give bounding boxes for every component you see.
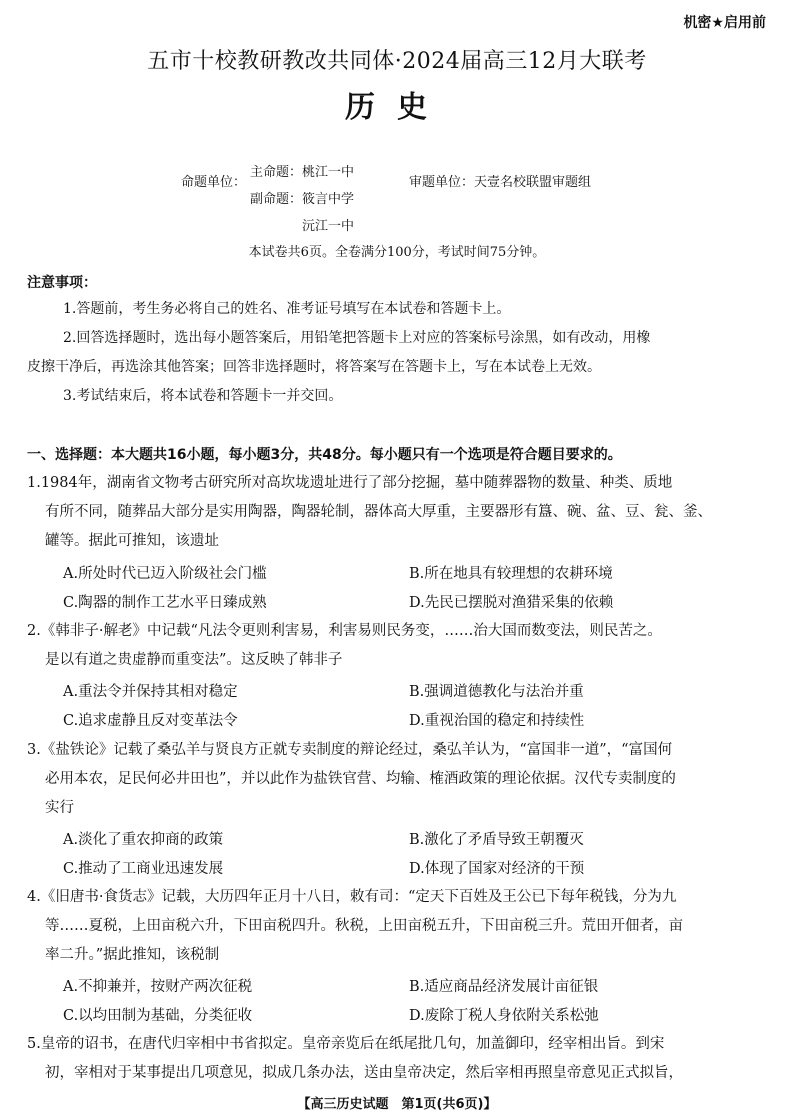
q4-option-b[interactable]: B.适应商品经济发展计亩征银 <box>409 979 599 995</box>
q2-line-1: 2.《韩非子·解老》中记载“凡法令更则利害易，利害易则民务变，……治大国而数变法，则民苦之。 <box>27 623 662 639</box>
q3-option-b[interactable]: B.激化了矛盾导致王朝覆灭 <box>409 832 584 848</box>
q2-option-c[interactable]: C.追求虚静且反对变革法令 <box>63 713 238 729</box>
q2-option-b[interactable]: B.强调道德教化与法治并重 <box>409 684 584 700</box>
main-proposer: 主命题：桃江一中 <box>250 165 355 180</box>
q4-option-c[interactable]: C.以均田制为基础，分类征收 <box>63 1008 253 1024</box>
confidential-label: 机密★启用前 <box>683 15 766 31</box>
q1-line-2: 有所不同，随葬品大部分是实用陶器，陶器轮制，器体高大厚重，主要器形有簋、碗、盆、豆、瓮、釜、 <box>45 504 712 520</box>
proposition-unit-label: 命题单位： <box>181 175 247 190</box>
notice-item-3: 3.考试结束后，将本试卷和答题卡一并交回。 <box>63 388 343 404</box>
exam-title: 五市十校教研教改共同体·2024届高三12月大联考 <box>147 49 647 74</box>
q1-option-b[interactable]: B.所在地具有较理想的农耕环境 <box>409 566 613 582</box>
q2-line-2: 是以有道之贵虚静而重变法”。这反映了韩非子 <box>45 652 343 668</box>
page-footer: 【高三历史试题 第1页(共6页)】 <box>297 1097 497 1112</box>
q4-line-2: 等……夏税，上田亩税六升，下田亩税四升。秋税，上田亩税五升，下田亩税三升。荒田开佃者，亩 <box>45 918 683 934</box>
q2-option-d[interactable]: D.重视治国的稳定和持续性 <box>409 713 585 729</box>
subject-title: 历史 <box>345 90 449 125</box>
q3-option-a[interactable]: A.淡化了重农抑商的政策 <box>63 832 224 848</box>
q4-line-3: 率二升。”据此推知，该税制 <box>45 947 220 963</box>
notice-item-1: 1.答题前，考生务必将自己的姓名、准考证号填写在本试卷和答题卡上。 <box>63 301 511 317</box>
q1-option-a[interactable]: A.所处时代已迈入阶级社会门槛 <box>63 566 267 582</box>
exam-info: 本试卷共6页。全卷满分100分，考试时间75分钟。 <box>248 245 546 260</box>
q3-line-2: 必用本农，足民何必井田也”，并以此作为盐铁官营、均输、榷酒政策的理论依据。汉代专卖制度的 <box>45 771 676 787</box>
q3-option-c[interactable]: C.推动了工商业迅速发展 <box>63 861 224 877</box>
review-unit: 审题单位：天壹名校联盟审题组 <box>409 175 592 190</box>
q4-option-a[interactable]: A.不抑兼并，按财产两次征税 <box>63 979 253 995</box>
notice-item-2: 2.回答选择题时，选出每小题答案后，用铅笔把答题卡上对应的答案标号涂黑，如有改动，用橡 <box>63 330 651 346</box>
section-heading: 一、选择题：本大题共16小题，每小题3分，共48分。每小题只有一个选项是符合题目要求的。 <box>27 447 622 463</box>
q1-line-1: 1.1984年，湖南省文物考古研究所对高坎垅遗址进行了部分挖掘，墓中随葬器物的数量、种类、质地 <box>27 475 673 491</box>
q4-option-d[interactable]: D.废除丁税人身依附关系松弛 <box>409 1008 599 1024</box>
q5-line-1: 5.皇帝的诏书，在唐代归宰相中书省拟定。皇帝亲览后在纸尾批几句，加盖御印，经宰相出旨。到宋 <box>27 1036 665 1052</box>
q2-option-a[interactable]: A.重法令并保持其相对稳定 <box>63 684 238 700</box>
q1-option-c[interactable]: C.陶器的制作工艺水平日臻成熟 <box>63 595 267 611</box>
deputy-proposer: 副命题：筱言中学 <box>250 192 355 207</box>
q1-line-3: 罐等。据此可推知，该遗址 <box>45 533 219 549</box>
q3-line-3: 实行 <box>45 800 74 816</box>
q3-option-d[interactable]: D.体现了国家对经济的干预 <box>409 861 585 877</box>
q4-line-1: 4.《旧唐书·食货志》记载，大历四年正月十八日，敕有司：“定天下百姓及王公已下每年税钱，分为九 <box>27 889 677 905</box>
q1-option-d[interactable]: D.先民已摆脱对渔猎采集的依赖 <box>409 595 614 611</box>
notice-item-2-cont: 皮擦干净后，再选涂其他答案；回答非选择题时，将答案写在答题卡上，写在本试卷上无效。 <box>27 359 601 375</box>
q5-line-2: 初，宰相对于某事提出几项意见，拟成几条办法，送由皇帝决定，然后宰相再照皇帝意见正式拟旨， <box>45 1065 683 1081</box>
q3-line-1: 3.《盐铁论》记载了桑弘羊与贤良方正就专卖制度的辩论经过，桑弘羊认为，“富国非一道”，“富国何 <box>27 742 673 758</box>
deputy-proposer-2: 沅江一中 <box>302 219 355 234</box>
notice-heading: 注意事项： <box>27 275 97 291</box>
